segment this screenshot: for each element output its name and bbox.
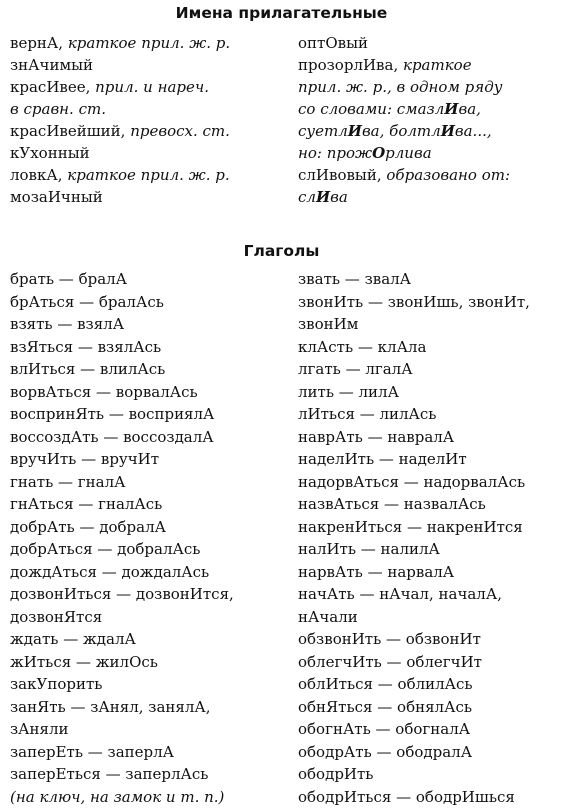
verb-entry: заперЕть — заперлА	[10, 742, 175, 761]
verbs-heading: Глаголы	[243, 242, 320, 260]
verb-entry: нарвАть — нарвалА	[298, 562, 455, 581]
verb-entry: брать — бралА	[10, 270, 128, 288]
verb-entry: зАняли	[10, 720, 69, 738]
verb-entry: назвАться — назвалАсь	[298, 495, 486, 513]
verb-entry: надорвАться — надорвалАсь	[298, 472, 526, 491]
verb-entry: обзвонИть — обзвонИт	[298, 630, 481, 648]
adjective-entry: мозаИчный	[10, 188, 103, 206]
verb-entry: занЯть — зАнял, занялА,	[10, 697, 211, 716]
verb-entry: воспринЯть — восприялА	[10, 405, 215, 423]
adjective-entry: ловкА, краткое прил. ж. р.	[10, 166, 230, 184]
verb-entry: жИться — жилОсь	[10, 652, 158, 671]
verb-entry: нАчали	[298, 607, 358, 626]
verb-entry: вручИть — вручИт	[10, 450, 160, 468]
verb-entry: ободрАть — ободралА	[298, 742, 473, 761]
verb-entry: заперЕться — заперлАсь	[10, 765, 209, 783]
verb-entry: воссоздАть — воссоздалА	[10, 427, 214, 446]
verb-entry: дозвонЯтся	[10, 607, 103, 626]
verb-entry: добрАться — добралАсь	[10, 540, 201, 558]
verb-entry: дождАться — дождалАсь	[10, 562, 210, 581]
adjective-entry: красИвейший, превосх. ст.	[10, 122, 230, 140]
verb-entry: звонИм	[298, 315, 359, 333]
verb-entry: начАть — нАчал, началА,	[298, 585, 502, 603]
verb-entry: лгать — лгалА	[298, 360, 413, 378]
adjective-entry: знАчимый	[10, 56, 94, 74]
verb-entry: лИться — лилАсь	[298, 405, 437, 423]
verb-entry: взЯться — взялАсь	[10, 337, 162, 356]
adjective-entry: красИвее, прил. и нареч.	[10, 78, 209, 96]
verb-entry: звонИть — звонИшь, звонИт,	[298, 292, 530, 311]
adjective-entry: со словами: смазлИва,	[298, 100, 481, 118]
adjectives-heading: Имена прилагательные	[175, 4, 388, 22]
verb-entry: взять — взялА	[10, 315, 125, 333]
verb-entry: обнЯться — обнялАсь	[298, 697, 473, 716]
adjective-entry: вернА, краткое прил. ж. р.	[10, 34, 231, 52]
adjective-entry: прил. ж. р., в одном ряду	[298, 78, 503, 96]
adjective-entry: слИвовый, образовано от:	[298, 166, 511, 184]
verb-entry: гнАться — гналАсь	[10, 495, 163, 513]
verb-entry: звать — звалА	[298, 270, 412, 288]
verb-entry: ободрИться — ободрИшься	[298, 787, 515, 806]
verb-entry: дозвонИться — дозвонИтся,	[10, 585, 234, 603]
verb-entry: ждать — ждалА	[10, 630, 136, 648]
verb-entry: закУпорить	[10, 675, 103, 693]
verb-entry: обогнАть — обогналА	[298, 720, 471, 738]
verb-entry: облИться — облилАсь	[298, 675, 473, 693]
verb-entry: (на ключ, на замок и т. п.)	[10, 787, 225, 806]
verb-entry: наврАть — навралА	[298, 427, 455, 446]
verb-entry: брАться — бралАсь	[10, 292, 164, 311]
verb-entry: клАсть — клАла	[298, 337, 427, 356]
verb-entry: гнать — гналА	[10, 472, 126, 491]
adjective-entry: слИва	[298, 188, 348, 206]
adjective-entry: но: прожОрлива	[298, 144, 432, 162]
verb-entry: наделИть — наделИт	[298, 450, 467, 468]
adjective-entry: оптОвый	[298, 34, 369, 52]
adjective-entry: в сравн. ст.	[10, 100, 106, 118]
verb-entry: накренИться — накренИтся	[298, 517, 523, 536]
verb-entry: лить — лилА	[298, 382, 399, 401]
verb-entry: влИться — влилАсь	[10, 360, 166, 378]
verb-entry: добрАть — добралА	[10, 517, 166, 536]
verb-entry: ворвАться — ворвалАсь	[10, 382, 198, 401]
adjective-entry: кУхонный	[10, 144, 90, 162]
adjective-entry: суетлИва, болтлИва...,	[298, 122, 492, 140]
verb-entry: налИть — налилА	[298, 540, 440, 558]
verb-entry: ободрИть	[298, 765, 374, 783]
verb-entry: облегчИть — облегчИт	[298, 652, 482, 671]
adjective-entry: прозорлИва, краткое	[298, 56, 472, 74]
